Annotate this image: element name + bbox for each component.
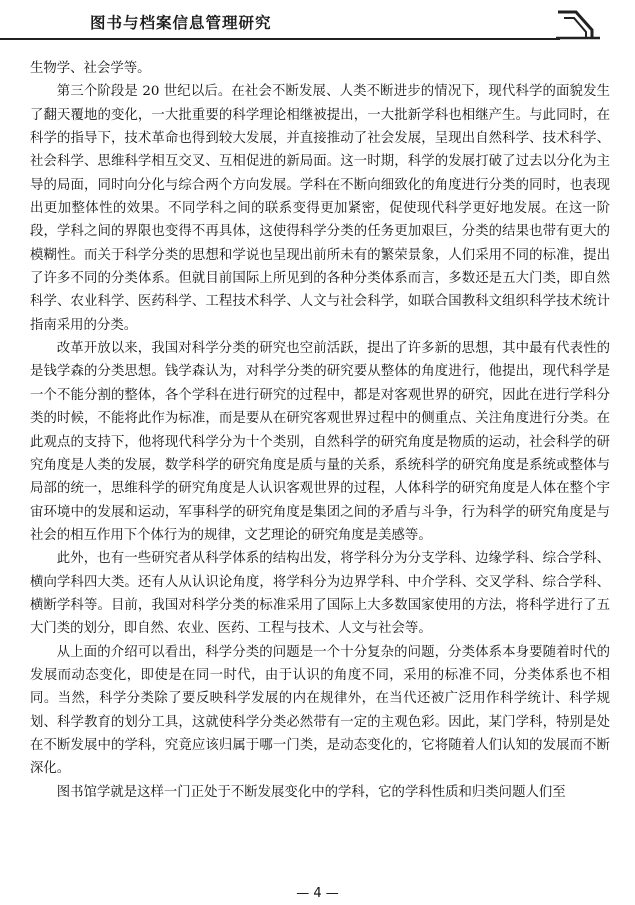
corner-decoration-icon xyxy=(556,8,606,42)
paragraph: 生物学、社会学等。 xyxy=(30,61,151,76)
page-number: — 4 — xyxy=(296,886,339,901)
paragraph: 此外，也有一些研究者从科学体系的结构出发，将学科分为分支学科、边缘学科、综合学科、横向学科四大类。还有人从认识论角度，将学科分为边界学科、中介学科、交叉学科、综合学科、横断学科等。目前，我国对科学分类的标准采用了国际上大多数国家使用的方法，将科学进行了五大门类的划分，即自然、农业、医药、工程与技术、人文与社会等。 xyxy=(30,551,610,637)
header-rule xyxy=(0,38,560,40)
body-text xyxy=(30,57,610,804)
running-header xyxy=(0,0,635,48)
paragraph: 第三个阶段是 20 世纪以后。在社会不断发展、人类不断进步的情况下，现代科学的面貌发生了翻天覆地的变化，一大批重要的科学理论相继被提出，一大批新学科也相继产生。与此同时，在科学的指导下，技术革命也得到较大发展，并直接推动了社会发展，呈现出自然科学、技术科学、社会科学、思维科学相互交叉、互相促进的新局面。这一时期，科学的发展打破了过去以分化为主导的局面，同时向分化与综合两个方向发展。学科在不断向细致化的角度进行分类的同时，也表现出更加整体性的效果。不同学科之间的联系变得更加紧密，促使现代科学更好地发展。在这一阶段，学科之间的界限也变得不再具体，这使得科学分类的任务更加艰巨，分类的结果也带有更大的模糊性。而关于科学分类的思想和学说也呈现出前所未有的繁荣景象，人们采用不同的标准，提出了许多不同的分类体系。但就目前国际上所见到的各种分类体系而言，多数还是五大门类，即自然科学、农业科学、医药科学、工程技术科学、人文与社会科学，如联合国教科文组织科学技术统计指南采用的分类。 xyxy=(30,84,610,333)
paragraph: 从上面的介绍可以看出，科学分类的问题是一个十分复杂的问题，分类体系本身要随着时代的发展而动态变化，即使是在同一时代，由于认识的角度不同，采用的标准不同，分类体系也不相同。当然，科学分类除了要反映科学发展的内在规律外，在当代还被广泛用作科学统计、科学规划、科学教育的划分工具，这就使科学分类必然带有一定的主观色彩。因此，某门学科，特别是处在不断发展中的学科，究竟应该归属于哪一门类，是动态变化的，它将随着人们认知的发展而不断深化。 xyxy=(30,644,610,777)
paragraph: 改革开放以来，我国对科学分类的研究也空前活跃，提出了许多新的思想，其中最有代表性的是钱学森的分类思想。钱学森认为，对科学分类的研究要从整体的角度进行，他提出，现代科学是一个不能分割的整体，各个学科在进行研究的过程中，都是对客观世界的研究，因此在进行学科分类的时候，不能将此作为标准，而是要从在研究客观世界过程中的侧重点、关注角度进行分类。在此观点的支持下，他将现代科学分为十个类别，自然科学的研究角度是物质的运动，社会科学的研究角度是人类的发展，数学科学的研究角度是质与量的关系，系统科学的研究角度是系统或整体与局部的统一，思维科学的研究角度是人认识客观世界的过程，人体科学的研究角度是人体在整个宇宙环境中的发展和运动，军事科学的研究角度是集团之间的矛盾与斗争，行为科学的研究角度是与社会的相互作用下个体行为的规律，文艺理论的研究角度是美感等。 xyxy=(30,341,610,543)
paragraph: 图书馆学就是这样一门正处于不断发展变化中的学科，它的学科性质和归类问题人们至 xyxy=(56,784,566,800)
running-header-title: 图书与档案信息管理研究 xyxy=(90,14,272,32)
